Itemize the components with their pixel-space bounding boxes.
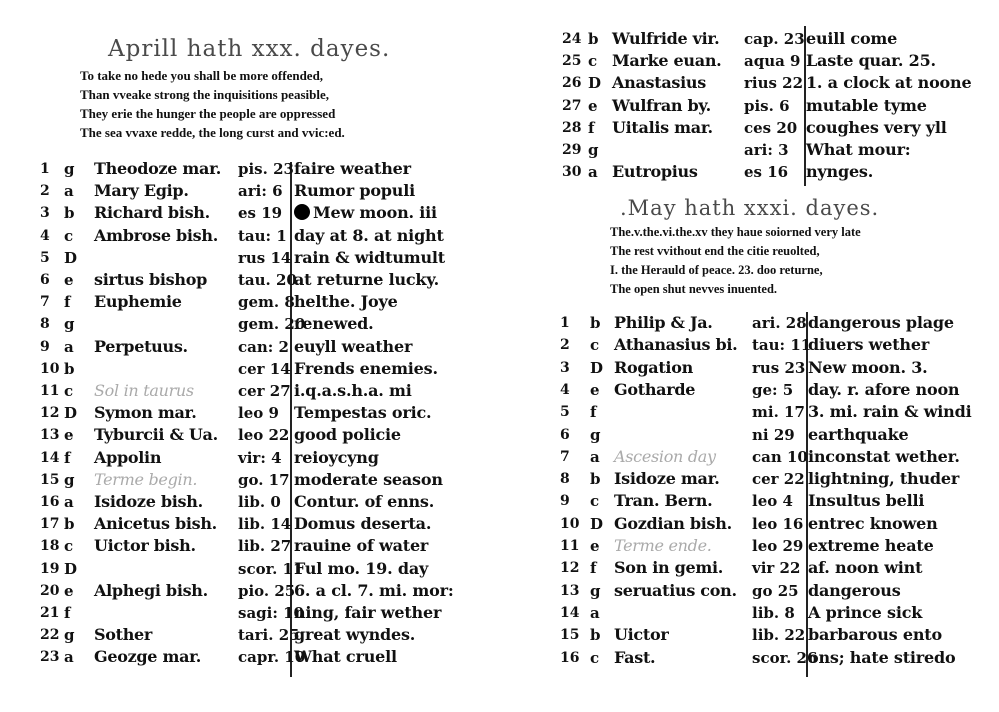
dominical-letter: g	[590, 581, 601, 600]
day-number: 7	[40, 294, 50, 311]
zodiac-position: tau: 11	[752, 336, 812, 355]
prognostication: 6. a cl. 7. mi. mor:	[294, 580, 454, 600]
day-number: 12	[40, 405, 60, 422]
prognostication: What mour:	[806, 140, 911, 159]
day-number: 22	[40, 627, 60, 644]
dominical-letter: g	[64, 315, 75, 334]
saint-name: sirtus bishop	[94, 270, 207, 289]
dominical-letter: a	[588, 163, 598, 182]
zodiac-position: tari. 25	[238, 626, 300, 645]
zodiac-position: leo 9	[238, 404, 279, 423]
day-number: 13	[40, 427, 60, 444]
dominical-letter: g	[590, 425, 601, 444]
saint-name: Terme ende.	[614, 536, 712, 555]
prognostication: reioycyng	[294, 447, 379, 467]
saint-name: seruatius con.	[614, 580, 737, 600]
saint-name: Terme begin.	[94, 469, 198, 489]
dominical-letter: a	[590, 603, 600, 622]
prognostication: good policie	[294, 425, 401, 445]
day-number: 1	[40, 161, 50, 177]
april-title: Aprill hath xxx. dayes.	[108, 36, 391, 62]
zodiac-position: vir 22	[752, 559, 801, 578]
dominical-letter: f	[588, 118, 595, 137]
prognostication: lightning, thuder	[808, 469, 960, 489]
zodiac-position: ge: 5	[752, 380, 794, 399]
zodiac-position: rius 22	[744, 74, 804, 93]
prognostication: ning, fair wether	[294, 603, 442, 622]
prognostication: earthquake	[808, 424, 909, 444]
day-number: 13	[560, 582, 580, 599]
saint-name: Isidoze mar.	[614, 469, 720, 489]
prognostication: rauine of water	[294, 536, 429, 556]
day-number: 3	[560, 359, 570, 376]
dominical-letter: g	[64, 160, 75, 178]
dominical-letter: D	[64, 404, 78, 423]
prognostication: A prince sick	[808, 602, 923, 622]
zodiac-position: leo 29	[752, 537, 804, 555]
prognostication: Insultus belli	[808, 491, 925, 511]
zodiac-position: capr. 10	[238, 648, 306, 667]
saint-name: Tran. Bern.	[614, 491, 713, 511]
day-number: 14	[40, 449, 60, 466]
dominical-letter: b	[64, 204, 75, 223]
dominical-letter: e	[64, 271, 74, 289]
april-verse	[80, 66, 345, 142]
prognostication: faire weather	[294, 159, 411, 178]
zodiac-position: cer 14	[238, 359, 291, 378]
zodiac-position: ni 29	[752, 425, 795, 444]
zodiac-position: lib. 14	[238, 515, 292, 534]
verse-line: They erie the hunger the people are oppressed	[80, 106, 336, 121]
dominical-letter: b	[64, 359, 75, 378]
day-number: 2	[560, 337, 570, 354]
dominical-letter: c	[64, 537, 74, 556]
day-number: 15	[560, 627, 580, 644]
saint-name: Appolin	[94, 447, 162, 467]
saint-name: Wulfran by.	[612, 95, 711, 115]
day-number: 10	[40, 360, 60, 377]
zodiac-position: aqua 9	[744, 52, 801, 71]
day-number: 8	[40, 316, 50, 333]
dominical-letter: c	[590, 648, 600, 667]
day-number: 29	[562, 142, 582, 158]
left-page	[0, 0, 470, 712]
zodiac-position: lib. 27	[238, 537, 292, 556]
dominical-letter: f	[590, 403, 597, 422]
day-number: 25	[562, 53, 582, 70]
day-number: 11	[560, 538, 580, 554]
zodiac-position: scor. 11	[238, 559, 304, 578]
zodiac-position: pis. 23	[238, 160, 294, 178]
dominical-letter: f	[64, 293, 71, 312]
zodiac-position: ari: 3	[744, 141, 789, 159]
zodiac-position: gem. 20	[238, 315, 306, 334]
zodiac-position: go 25	[752, 581, 799, 600]
zodiac-position: gem. 8	[238, 293, 295, 312]
day-number: 7	[560, 448, 570, 465]
dominical-letter: b	[64, 515, 75, 534]
may-verse	[610, 222, 861, 298]
may-title: .May hath xxxi. dayes.	[620, 196, 880, 220]
dominical-letter: c	[588, 52, 598, 71]
prognostication: dangerous plage	[808, 313, 954, 332]
day-number: 19	[40, 560, 60, 577]
day-number: 1	[560, 315, 570, 331]
prognostication: day. r. afore noon	[808, 379, 960, 399]
right-page	[540, 0, 999, 712]
saint-name: Sother	[94, 625, 153, 645]
prognostication: 1. a clock at noone	[806, 73, 972, 93]
prognostication: Ful mo. 19. day	[294, 558, 429, 578]
verse-line: The rest vvithout end the citie reuolted,	[610, 244, 820, 258]
zodiac-position: leo 4	[752, 492, 793, 511]
day-number: 5	[40, 249, 50, 266]
prognostication: dangerous	[808, 580, 901, 600]
prognostication: helthe. Joye	[294, 292, 398, 312]
day-number: 4	[40, 227, 50, 244]
dominical-letter: e	[590, 537, 600, 555]
prognostication: Domus deserta.	[294, 514, 432, 534]
day-number: 30	[562, 164, 582, 181]
saint-name: Ambrose bish.	[94, 225, 218, 245]
dominical-letter: D	[590, 514, 604, 533]
saint-name: Rogation	[614, 357, 693, 377]
zodiac-position: es 19	[238, 204, 283, 223]
saint-name: Gozdian bish.	[614, 513, 732, 533]
dominical-letter: f	[64, 604, 71, 622]
saint-name: Wulfride vir.	[612, 29, 720, 48]
dominical-letter: g	[64, 626, 75, 645]
verse-line: The sea vvaxe redde, the long curst and vvic:ed.	[80, 125, 345, 140]
prognostication: coughes very yll	[806, 117, 947, 137]
prognostication: renewed.	[294, 314, 374, 334]
zodiac-position: ari. 28	[752, 314, 807, 332]
day-number: 14	[560, 604, 580, 621]
saint-name: Alphegi bish.	[94, 580, 208, 600]
saint-name: Athanasius bi.	[614, 335, 738, 355]
saint-name: Tyburcii & Ua.	[94, 425, 218, 445]
day-number: 6	[40, 272, 50, 288]
day-number: 16	[40, 494, 60, 510]
dominical-letter: f	[64, 448, 71, 467]
prognostication: at returne lucky.	[294, 270, 439, 289]
day-number: 3	[40, 205, 50, 222]
dominical-letter: c	[64, 226, 74, 245]
prognostication: 3. mi. rain & windi	[808, 402, 972, 422]
prognostication: great wyndes.	[294, 625, 416, 645]
dominical-letter: c	[590, 336, 600, 355]
day-number: 28	[562, 119, 582, 136]
zodiac-position: vir: 4	[238, 448, 282, 467]
saint-name: Eutropius	[612, 162, 698, 182]
saint-name: Euphemie	[94, 292, 182, 312]
day-number: 10	[560, 515, 580, 532]
saint-name: Gotharde	[614, 379, 696, 399]
saint-name: Ascesion day	[614, 446, 716, 466]
zodiac-position: lib. 0	[238, 493, 281, 511]
prognostication: euyll weather	[294, 336, 413, 356]
dominical-letter: e	[588, 96, 598, 115]
saint-name: Geozge mar.	[94, 647, 202, 667]
day-number: 20	[40, 582, 60, 599]
saint-name: Marke euan.	[612, 51, 722, 71]
saint-name: Mary Egip.	[94, 181, 189, 201]
saint-name: Philip & Ja.	[614, 313, 713, 332]
dominical-letter: b	[590, 470, 601, 489]
zodiac-position: tau. 20	[238, 271, 297, 289]
prognostication: Laste quar. 25.	[806, 51, 936, 71]
zodiac-position: sagi: 10	[238, 604, 304, 622]
prognostication: i.q.a.s.h.a. mi	[294, 381, 412, 400]
verse-line: The open shut nevves inuented.	[610, 282, 778, 296]
day-number: 16	[560, 649, 580, 666]
day-number: 15	[40, 471, 60, 488]
day-number: 27	[562, 97, 582, 114]
dominical-letter: b	[588, 30, 599, 48]
saint-name: Richard bish.	[94, 203, 210, 223]
zodiac-position: lib. 8	[752, 603, 795, 622]
day-number: 5	[560, 404, 570, 421]
dominical-letter: D	[64, 248, 78, 267]
day-number: 23	[40, 649, 60, 666]
prognostication: euill come	[806, 29, 898, 48]
zodiac-position: pis. 6	[744, 96, 790, 115]
prognostication: New moon. 3.	[808, 357, 928, 377]
saint-name: Sol in taurus	[94, 381, 194, 400]
zodiac-position: rus 23	[752, 358, 806, 377]
zodiac-position: ces 20	[744, 118, 798, 137]
saint-name: Perpetuus.	[94, 336, 188, 356]
saint-name: Symon mar.	[94, 403, 197, 423]
zodiac-position: cer 22	[752, 470, 805, 489]
prognostication: Frends enemies.	[294, 358, 438, 378]
day-number: 8	[560, 471, 570, 488]
prognostication: What cruell	[294, 647, 397, 667]
dominical-letter: f	[590, 559, 597, 578]
saint-name: Uitalis mar.	[612, 117, 713, 137]
prognostication: day at 8. at night	[294, 225, 444, 245]
zodiac-position: cap. 23	[744, 30, 805, 48]
saint-name: Anicetus bish.	[94, 514, 217, 534]
day-number: 12	[560, 560, 580, 577]
saint-name: Fast.	[614, 647, 656, 667]
day-number: 9	[560, 493, 570, 510]
zodiac-position: ari: 6	[238, 182, 283, 201]
zodiac-position: cer 27	[238, 382, 291, 400]
zodiac-position: can 10	[752, 447, 808, 466]
prognostication: Contur. of enns.	[294, 492, 435, 511]
dominical-letter: a	[590, 447, 600, 466]
dominical-letter: c	[64, 382, 74, 400]
saint-name: Isidoze bish.	[94, 492, 203, 511]
dominical-letter: e	[590, 380, 600, 399]
dominical-letter: D	[64, 559, 78, 578]
day-number: 6	[560, 426, 570, 443]
full-moon-icon	[294, 204, 310, 220]
dominical-letter: a	[64, 648, 74, 667]
prognostication: af. noon wint	[808, 558, 923, 578]
day-number: 26	[562, 75, 582, 92]
prognostication: nynges.	[806, 162, 874, 182]
dominical-letter: e	[64, 426, 74, 445]
prognostication: moderate season	[294, 469, 443, 489]
verse-line: The.v.the.vi.the.xv they haue soiorned very late	[610, 225, 861, 239]
prognostication: diuers wether	[808, 335, 930, 355]
zodiac-position: can: 2	[238, 337, 289, 356]
prognostication: ons; hate stiredo	[808, 647, 956, 667]
verse-line: I. the Herauld of peace. 23. doo returne,	[610, 263, 823, 277]
saint-name: Uictor	[614, 625, 669, 645]
saint-name: Uictor bish.	[94, 536, 196, 556]
verse-line: To take no hede you shall be more offended,	[80, 68, 324, 83]
prognostication: Tempestas oric.	[294, 403, 432, 423]
day-number: 2	[40, 183, 50, 200]
dominical-letter: D	[588, 74, 602, 93]
day-number: 21	[40, 605, 60, 621]
day-number: 9	[40, 338, 50, 355]
prognostication: Rumor populi	[294, 181, 415, 201]
dominical-letter: a	[64, 493, 74, 511]
prognostication: entrec knowen	[808, 513, 938, 533]
dominical-letter: b	[590, 314, 601, 332]
prognostication: barbarous ento	[808, 625, 942, 645]
dominical-letter: e	[64, 581, 74, 600]
zodiac-position: rus 14	[238, 248, 292, 267]
prognostication: Mew moon. iii	[294, 202, 437, 224]
dominical-letter: g	[588, 141, 599, 159]
dominical-letter: b	[590, 626, 601, 645]
zodiac-position: mi. 17	[752, 403, 805, 422]
verse-line: Than vveake strong the inquisitions peasible,	[80, 87, 329, 102]
zodiac-position: tau: 1	[238, 226, 287, 245]
zodiac-position: scor. 26	[752, 648, 818, 667]
prognostication: rain & widtumult	[294, 247, 445, 267]
prognostication: extreme heate	[808, 536, 934, 555]
day-number: 11	[40, 383, 60, 399]
prognostication: mutable tyme	[806, 95, 927, 115]
saint-name: Theodoze mar.	[94, 159, 222, 178]
zodiac-position: pio. 25	[238, 581, 296, 600]
zodiac-position: go. 17	[238, 470, 290, 489]
dominical-letter: c	[590, 492, 600, 511]
day-number: 18	[40, 538, 60, 555]
day-number: 24	[562, 31, 582, 47]
dominical-letter: a	[64, 337, 74, 356]
dominical-letter: D	[590, 358, 604, 377]
saint-name: Anastasius	[612, 73, 706, 93]
zodiac-position: leo 22	[238, 426, 290, 445]
zodiac-position: es 16	[744, 163, 789, 182]
dominical-letter: g	[64, 470, 75, 489]
day-number: 4	[560, 381, 570, 398]
prognostication: inconstat wether.	[808, 446, 960, 466]
saint-name: Son in gemi.	[614, 558, 724, 578]
day-number: 17	[40, 516, 60, 533]
zodiac-position: leo 16	[752, 514, 804, 533]
dominical-letter: a	[64, 182, 74, 201]
zodiac-position: lib. 22	[752, 626, 806, 645]
